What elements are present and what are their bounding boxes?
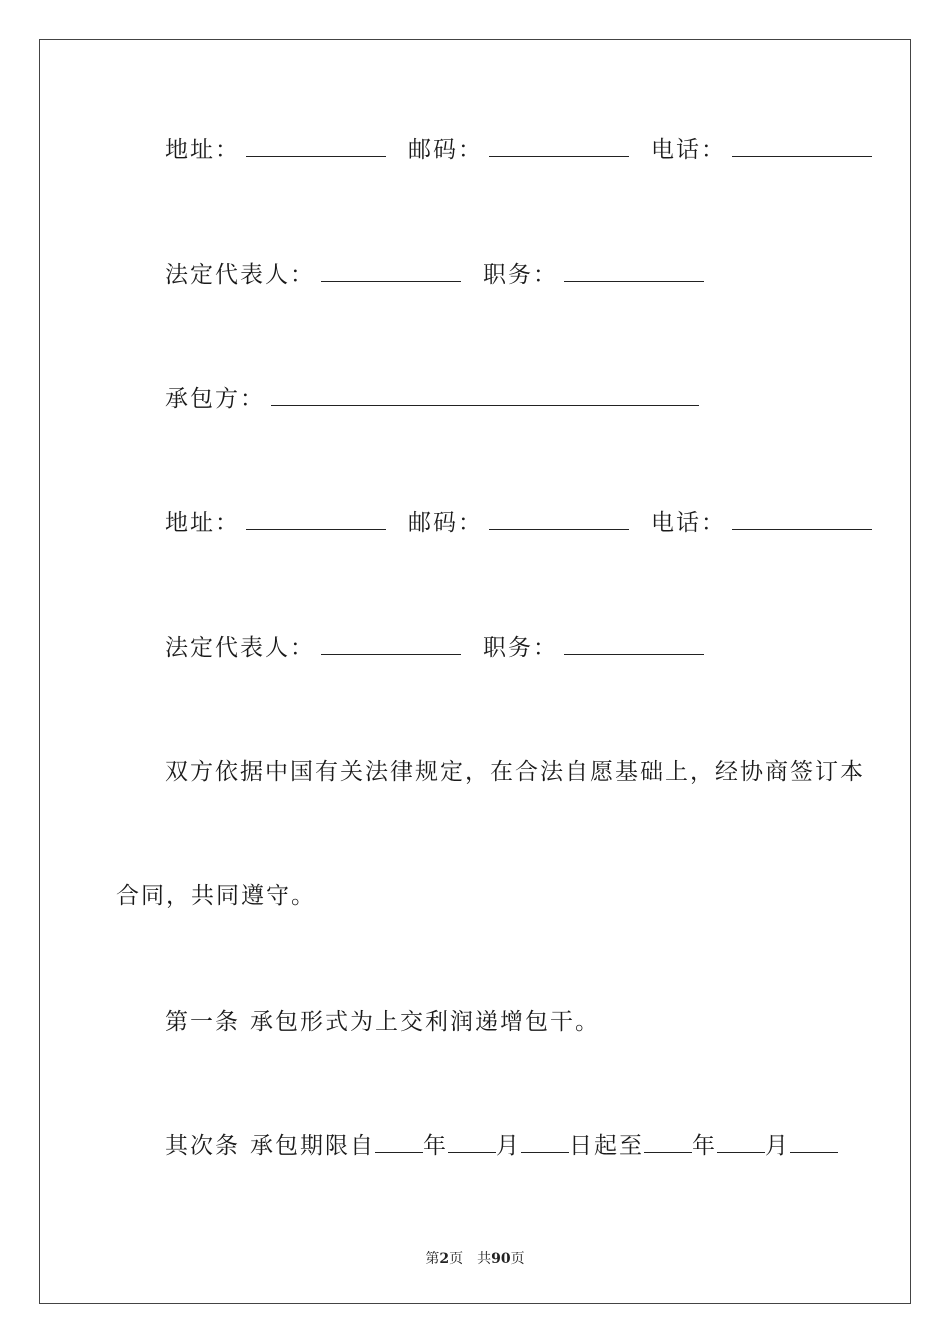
page-border bbox=[39, 39, 911, 1304]
contractor-blank[interactable] bbox=[271, 401, 699, 406]
phone-label: 电话： bbox=[651, 137, 726, 163]
position-blank[interactable] bbox=[564, 277, 704, 282]
phone-blank[interactable] bbox=[732, 152, 872, 157]
position-blank[interactable] bbox=[564, 650, 704, 655]
article-1-heading: 第一条 bbox=[165, 1009, 240, 1035]
start-day-blank[interactable] bbox=[521, 1148, 569, 1153]
footer-suffix: 页 bbox=[510, 1251, 525, 1267]
end-year-blank[interactable] bbox=[644, 1148, 692, 1153]
postcode-label: 邮码： bbox=[408, 510, 483, 536]
footer-middle: 页 共 bbox=[449, 1251, 492, 1267]
end-month-blank[interactable] bbox=[717, 1148, 765, 1153]
position-label: 职务： bbox=[483, 635, 558, 661]
party-a-contact-row bbox=[165, 135, 878, 165]
party-b-representative-row bbox=[165, 633, 710, 663]
legal-rep-label: 法定代表人： bbox=[165, 262, 315, 288]
party-b-contact-row bbox=[165, 508, 878, 538]
address-blank[interactable] bbox=[246, 525, 386, 530]
term-from-label: 承包期限自 bbox=[250, 1133, 375, 1159]
contractor-label: 承包方： bbox=[165, 386, 265, 412]
phone-blank[interactable] bbox=[732, 525, 872, 530]
page-footer bbox=[0, 1248, 950, 1268]
year-label: 年 bbox=[692, 1133, 717, 1159]
article-1-text: 承包形式为上交利润递增包干。 bbox=[250, 1009, 600, 1035]
address-blank[interactable] bbox=[246, 152, 386, 157]
total-pages: 90 bbox=[491, 1251, 511, 1267]
position-label: 职务： bbox=[483, 262, 558, 288]
day-to-label: 日起至 bbox=[569, 1133, 644, 1159]
year-label: 年 bbox=[423, 1133, 448, 1159]
contractor-row bbox=[165, 384, 705, 414]
party-a-representative-row bbox=[165, 260, 710, 290]
postcode-blank[interactable] bbox=[489, 152, 629, 157]
end-day-blank[interactable] bbox=[790, 1148, 838, 1153]
address-label: 地址： bbox=[165, 137, 240, 163]
agreement-paragraph-line-1: 双方依据中国有关法律规定，在合法自愿基础上，经协商签订本 bbox=[165, 759, 865, 785]
address-label: 地址： bbox=[165, 510, 240, 536]
legal-rep-blank[interactable] bbox=[321, 277, 461, 282]
start-year-blank[interactable] bbox=[375, 1148, 423, 1153]
agreement-paragraph-line-2: 合同，共同遵守。 bbox=[116, 883, 316, 909]
start-month-blank[interactable] bbox=[448, 1148, 496, 1153]
postcode-blank[interactable] bbox=[489, 525, 629, 530]
article-2-heading: 其次条 bbox=[165, 1133, 240, 1159]
legal-rep-blank[interactable] bbox=[321, 650, 461, 655]
article-1 bbox=[165, 1007, 600, 1037]
footer-prefix: 第 bbox=[425, 1251, 440, 1267]
article-2 bbox=[165, 1131, 838, 1161]
postcode-label: 邮码： bbox=[408, 137, 483, 163]
month-label: 月 bbox=[496, 1133, 521, 1159]
legal-rep-label: 法定代表人： bbox=[165, 635, 315, 661]
page-number: 2 bbox=[439, 1251, 450, 1267]
phone-label: 电话： bbox=[651, 510, 726, 536]
month-label: 月 bbox=[765, 1133, 790, 1159]
